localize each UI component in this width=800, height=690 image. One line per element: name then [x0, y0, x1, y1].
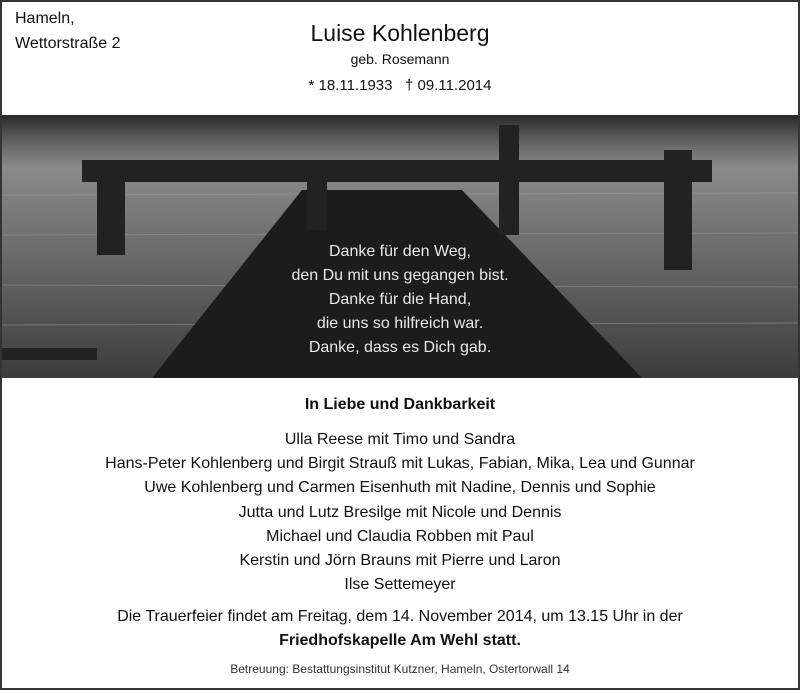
poem — [2, 240, 798, 360]
poem-line: Danke für die Hand, — [328, 291, 472, 308]
maiden-name: geb. Rosemann — [350, 51, 450, 67]
mourner-line: Ulla Reese mit Timo und Sandra — [284, 431, 516, 448]
mourner-line: Ilse Settemeyer — [344, 576, 456, 594]
life-dates: * 18.11.1933 † 09.11.2014 — [308, 77, 492, 94]
mourner-line: Michael und Claudia Robben mit Paul — [266, 527, 534, 545]
service-info — [0, 605, 800, 653]
poem-line: Danke für den Weg, — [328, 243, 471, 260]
service-line: Die Trauerfeier findet am Freitag, dem 14. November 2014, um 13.15 Uhr in der — [117, 608, 683, 625]
mourner-line: Hans-Peter Kohlenberg und Birgit Strauß mit Lukas, Fabian, Mika, Lea und Gunnar — [105, 455, 695, 473]
mourner-line: Uwe Kohlenberg und Carmen Eisenhuth mit Nadine, Dennis und Sophie — [144, 479, 656, 497]
service-line: Friedhofskapelle Am Wehl statt. — [279, 632, 521, 649]
poem-line: Danke, dass es Dich gab. — [308, 339, 492, 356]
mourners-list — [0, 428, 800, 597]
mourner-line: Kerstin und Jörn Brauns mit Pierre und Laron — [239, 552, 561, 570]
address-street: Wettorstraße 2 — [15, 35, 121, 52]
poem-line: die uns so hilfreich war. — [316, 315, 484, 332]
deceased-name: Luise Kohlenberg — [310, 20, 490, 46]
undertaker-info: Betreuung: Bestattungsinstitut Kutzner, Hameln, Ostertorwall 14 — [230, 662, 570, 676]
address-city: Hameln, — [15, 10, 75, 27]
poem-line: den Du mit uns gegangen bist. — [291, 267, 509, 284]
mourner-line: Jutta und Lutz Bresilge mit Nicole und Dennis — [238, 503, 562, 521]
mourners-heading: In Liebe und Dankbarkeit — [304, 396, 496, 413]
pier-photo — [2, 115, 798, 378]
